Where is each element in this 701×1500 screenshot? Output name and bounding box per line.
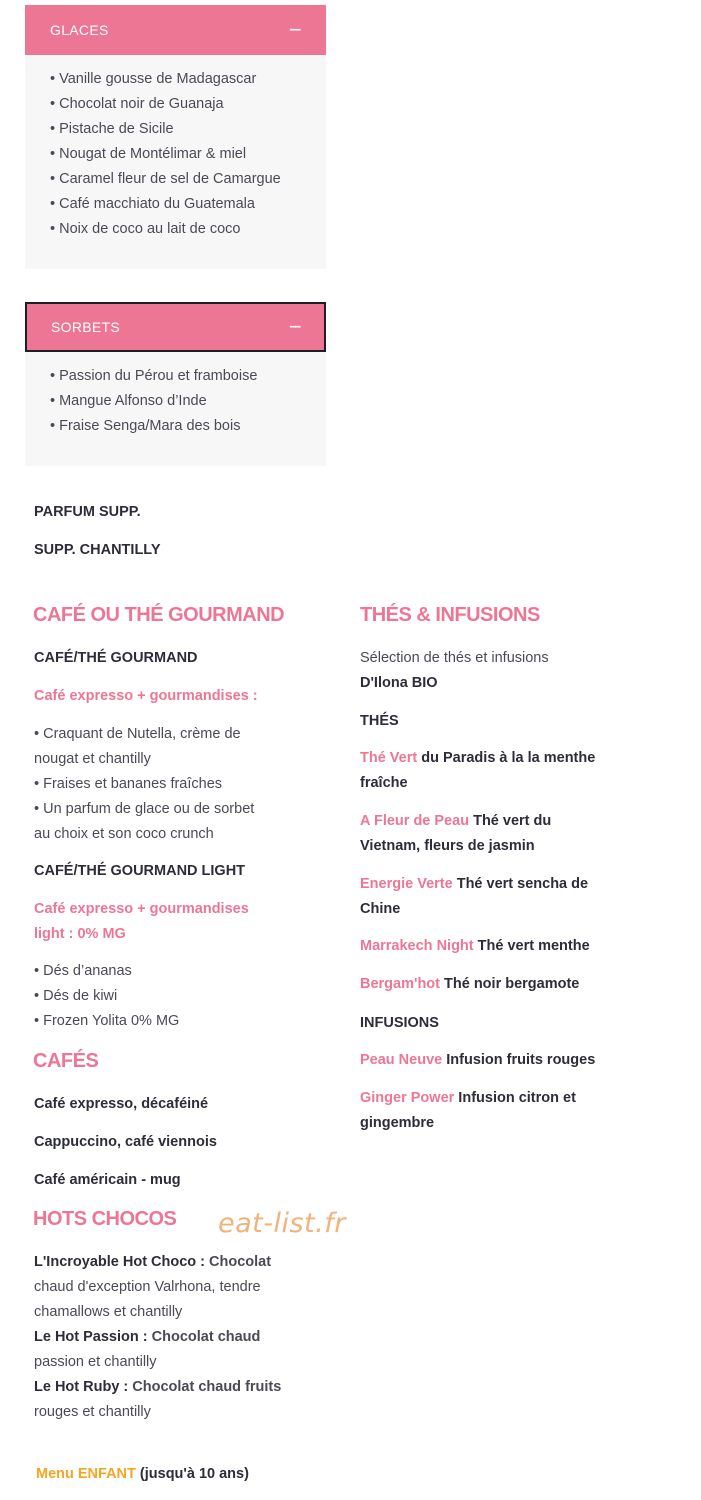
tea-item xyxy=(360,934,590,959)
item-name: Le Hot Passion : xyxy=(34,1329,152,1345)
list-item: • Chocolat noir de Guanaja xyxy=(50,96,224,112)
item-description: Chocolat chaud xyxy=(151,1329,261,1345)
item-description xyxy=(34,959,179,1034)
list-item: • Pistache de Sicile xyxy=(50,121,174,137)
menu-item xyxy=(34,1375,281,1400)
tea-name: Marrakech Night xyxy=(360,938,474,954)
list-item: • Noix de coco au lait de coco xyxy=(50,221,241,237)
infusion-name: Ginger Power xyxy=(360,1090,455,1106)
menu-item: Café américain - mug xyxy=(34,1172,181,1188)
description-line: passion et chantilly xyxy=(34,1354,157,1370)
tea-description: Vietnam, fleurs de jasmin xyxy=(360,838,535,854)
infusion-description: gingembre xyxy=(360,1115,435,1131)
glaces-accordion xyxy=(25,5,326,269)
brand-name: D'Ilona BIO xyxy=(360,675,438,691)
description-line: au choix et son coco crunch xyxy=(34,826,214,842)
list-item: • Vanille gousse de Madagascar xyxy=(50,71,257,87)
menu-item xyxy=(34,1250,281,1275)
tea-description: Chine xyxy=(360,901,401,917)
supp-chantilly: SUPP. CHANTILLY xyxy=(34,542,161,558)
sorbets-accordion xyxy=(25,302,326,466)
list-item: • Caramel fleur de sel de Camargue xyxy=(50,171,281,187)
description-line: • Craquant de Nutella, crème de xyxy=(34,726,241,742)
sorbets-list xyxy=(25,352,326,466)
description-line: rouges et chantilly xyxy=(34,1404,151,1420)
section-title-hots-chocos: HOTS CHOCOS xyxy=(33,1208,177,1230)
menu-item xyxy=(34,1325,281,1350)
item-description xyxy=(34,722,254,847)
list-item: • Passion du Pérou et framboise xyxy=(50,368,258,384)
glaces-list xyxy=(25,55,326,269)
parfum-supp: PARFUM SUPP. xyxy=(34,504,141,520)
description-line: • Un parfum de glace ou de sorbet xyxy=(34,801,255,817)
intro-text: Sélection de thés et infusions xyxy=(360,650,549,666)
item-subtitle xyxy=(34,897,249,947)
section-title-thes-infusions: THÉS & INFUSIONS xyxy=(360,604,540,626)
tea-name: Thé Vert xyxy=(360,750,418,766)
subheading-infusions: INFUSIONS xyxy=(360,1015,439,1031)
menu-item: Café expresso, décaféiné xyxy=(34,1096,209,1112)
infusion-description: Infusion citron et xyxy=(454,1090,576,1106)
tea-item xyxy=(360,809,551,859)
infusion-name: Peau Neuve xyxy=(360,1052,443,1068)
collapse-icon[interactable]: − xyxy=(288,17,302,42)
item-name: CAFÉ/THÉ GOURMAND LIGHT xyxy=(34,863,246,879)
menu-item: Cappuccino, café viennois xyxy=(34,1134,217,1150)
tea-item xyxy=(360,746,595,796)
watermark: eat-list.fr xyxy=(218,1208,346,1239)
subtitle-line: light : 0% MG xyxy=(34,926,126,942)
item-name: L'Incroyable Hot Choco : xyxy=(34,1254,210,1270)
glaces-accordion-header[interactable] xyxy=(25,5,326,55)
section-title-cafe-the-gourmand: CAFÉ OU THÉ GOURMAND xyxy=(33,604,285,626)
collapse-icon[interactable]: − xyxy=(288,314,302,339)
list-item: • Café macchiato du Guatemala xyxy=(50,196,255,212)
menu-enfant-heading xyxy=(36,1466,249,1482)
infusion-item xyxy=(360,1048,595,1073)
glaces-title: GLACES xyxy=(50,22,109,38)
tea-name: A Fleur de Peau xyxy=(360,813,470,829)
tea-description: du Paradis à la la menthe xyxy=(417,750,596,766)
list-item: • Mangue Alfonso d’Inde xyxy=(50,393,207,409)
description-line: • Dés d’ananas xyxy=(34,963,132,979)
menu-enfant-age: (jusqu'à 10 ans) xyxy=(135,1466,249,1482)
item-name: CAFÉ/THÉ GOURMAND xyxy=(34,650,198,666)
tea-description: fraîche xyxy=(360,775,408,791)
sorbets-accordion-header[interactable] xyxy=(25,302,326,352)
hots-chocos-list xyxy=(34,1250,281,1425)
subtitle-line: Café expresso + gourmandises xyxy=(34,901,249,917)
description-line: nougat et chantilly xyxy=(34,751,151,767)
sorbets-title: SORBETS xyxy=(51,319,121,335)
description-line: • Fraises et bananes fraîches xyxy=(34,776,223,792)
tea-description: Thé vert sencha de xyxy=(452,876,589,892)
thes-intro xyxy=(360,646,549,696)
description-line: • Frozen Yolita 0% MG xyxy=(34,1013,180,1029)
item-description: Chocolat xyxy=(209,1254,272,1270)
item-description: Chocolat chaud fruits xyxy=(132,1379,282,1395)
tea-item xyxy=(360,872,588,922)
item-name: Le Hot Ruby : xyxy=(34,1379,133,1395)
infusion-item xyxy=(360,1086,576,1136)
tea-description: Thé vert menthe xyxy=(473,938,590,954)
subheading-thes: THÉS xyxy=(360,713,399,729)
tea-item xyxy=(360,972,579,997)
description-line: chamallows et chantilly xyxy=(34,1304,183,1320)
description-line: • Dés de kiwi xyxy=(34,988,118,1004)
list-item: • Nougat de Montélimar & miel xyxy=(50,146,247,162)
menu-enfant-label: Menu ENFANT xyxy=(36,1466,136,1482)
description-line: chaud d'exception Valrhona, tendre xyxy=(34,1279,261,1295)
list-item: • Fraise Senga/Mara des bois xyxy=(50,418,241,434)
tea-name: Bergam'hot xyxy=(360,976,440,992)
tea-description: Thé vert du xyxy=(469,813,552,829)
section-title-cafes: CAFÉS xyxy=(33,1050,99,1072)
infusion-description: Infusion fruits rouges xyxy=(442,1052,596,1068)
tea-description: Thé noir bergamote xyxy=(439,976,580,992)
tea-name: Energie Verte xyxy=(360,876,453,892)
item-subtitle: Café expresso + gourmandises : xyxy=(34,688,258,704)
